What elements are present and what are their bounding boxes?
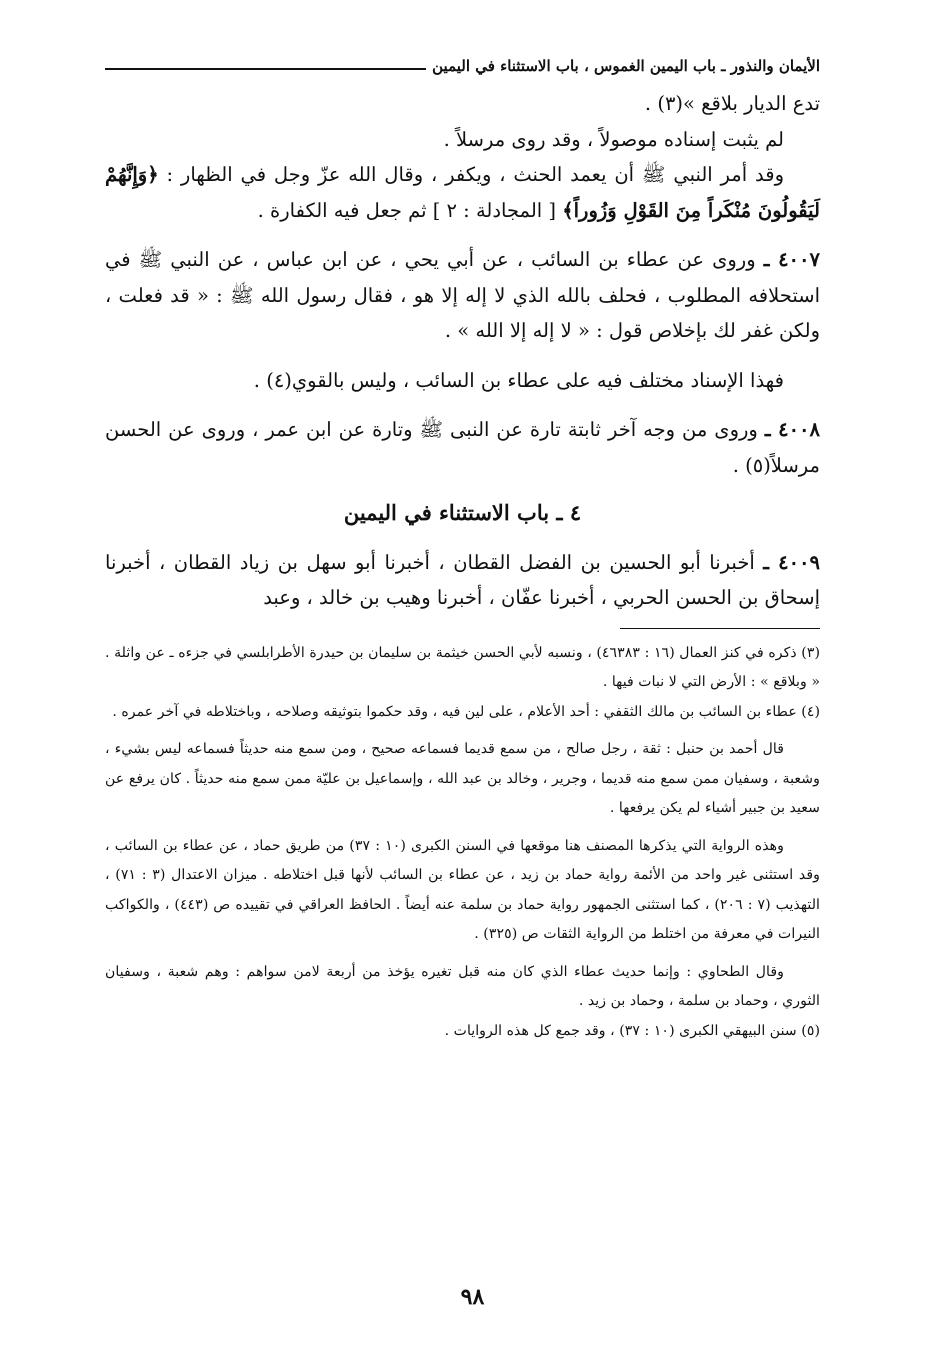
- paragraph-continuation: تدع الديار بلاقع »(٣) .: [644, 92, 820, 115]
- page-content: [105, 52, 820, 1046]
- hadith-4007: [105, 242, 820, 349]
- quran-verse: ﴿وَإِنَّهُمْ لَيَقُولُونَ مُنْكَراً مِنَ القَوْلِ وَزُوراً﴾: [105, 163, 820, 222]
- hadith-text: وروى عن عطاء بن السائب ، عن أبي يحي ، عن ابن عباس ، عن النبي ﷺ في استحلافه المطلوب ، فحلف بالله الذي لا إله إلا هو ، فقال رسول الله ﷺ : « قد فعلت ، ولكن غفر لك بإخلاص قول : « لا إله إلا الله » .: [105, 248, 820, 342]
- section-heading: ٤ ـ باب الاستثناء في اليمين: [343, 500, 582, 525]
- hadith-number: ٤٠٠٧ ـ: [763, 248, 820, 271]
- footnotes: [105, 639, 820, 1047]
- hadith-number: ٤٠٠٨ ـ: [764, 418, 820, 441]
- main-text: [105, 86, 820, 616]
- footnote-4-riwaya: وهذه الرواية التي يذكرها المصنف هنا موقعها في السنن الكبرى (١٠ : ٣٧) من طريق حماد ، عن عطاء بن السائب ، وقد استثنى غير واحد من الأئمة رواية حماد بن زيد ، عن عطاء بن السائب لأنها قبل اختلاطه . ميزان الاعتدال (٣ : ٧١) ، التهذيب (٧ : ٢٠٦) ، كما استثنى الجمهور رواية حماد بن سلمة عنه أيضاً . الحافظ العراقي في تقييده ص (٤٤٣) ، والكواكب النيرات في معرفة من اختلط من الرواية الثقات ص (٣٢٥) .: [105, 837, 820, 942]
- footnote-4-tahawi: وقال الطحاوي : وإنما حديث عطاء الذي كان منه قبل تغيره يؤخذ من أربعة لامن سواهم : وهم شعبة ، وسفيان الثوري ، وحماد بن سلمة ، وحماد بن زيد .: [105, 963, 820, 1009]
- hadith-text: أخبرنا أبو الحسين بن الفضل القطان ، أخبرنا أبو سهل بن زياد القطان ، أخبرنا إسحاق بن الحسن الحربي ، أخبرنا عفّان ، أخبرنا وهيب بن خالد ، وعبد: [105, 550, 820, 609]
- header-rule: [105, 68, 426, 70]
- hadith-4009: [105, 545, 820, 616]
- footnote-3: (٣) ذكره في كنز العمال (١٦ : ٤٦٣٨٣) ، ونسبه لأبي الحسن خيثمة بن سليمان بن حيدرة الأطرابلسي في جزءه ـ عن واثلة . « وبلاقع » : الأرض التي لا نبات فيها .: [105, 644, 820, 690]
- running-title: الأيمان والنذور ـ باب اليمين الغموس ، باب الاستثناء في اليمين: [432, 57, 820, 75]
- footnote-5: (٥) سنن البيهقي الكبرى (١٠ : ٣٧) ، وقد جمع كل هذه الروايات .: [444, 1022, 820, 1039]
- verse-reference: [ المجادلة : ٢ ] ثم جعل فيه الكفارة .: [257, 198, 556, 222]
- running-header: [105, 52, 820, 80]
- hadith-4008: [105, 412, 820, 483]
- footnote-4-ahmad: قال أحمد بن حنبل : ثقة ، رجل صالح ، من سمع قديما فسماعه صحيح ، ومن سمع منه حديثاً فسماعه ليس بشيء ، وشعبة ، وسفيان ممن سمع منه قديما ، وجرير ، وخالد بن عبد الله ، وإسماعيل بن عليّة ممن سمع منه حديثاً . كان يرفع عن سعيد بن جبير أشياء لم يكن يرفعها .: [105, 741, 820, 816]
- paragraph-isnad: فهذا الإسناد مختلف فيه على عطاء بن السائب ، وليس بالقوي(٤) .: [253, 368, 784, 392]
- paragraph-mursal: لم يثبت إسناده موصولاً ، وقد روى مرسلاً .: [443, 127, 784, 151]
- footnote-separator: [620, 628, 820, 629]
- paragraph-zihar: [105, 157, 820, 228]
- hadith-number: ٤٠٠٩ ـ: [763, 550, 820, 574]
- hadith-text: وروى من وجه آخر ثابتة تارة عن النبى ﷺ وتارة عن ابن عمر ، وروى عن الحسن مرسلاً(٥) .: [105, 418, 820, 477]
- footnote-4: (٤) عطاء بن السائب بن مالك الثقفي : أحد الأعلام ، على لين فيه ، وقد حكموا بتوثيقه وصلاحه ، وباختلاطه في آخر عمره .: [112, 703, 820, 720]
- page-number: ٩٨: [460, 1284, 485, 1310]
- zihar-intro: وقد أمر النبي ﷺ أن يعمد الحنث ، ويكفر ، وقال الله عزّ وجل في الظهار :: [166, 163, 784, 186]
